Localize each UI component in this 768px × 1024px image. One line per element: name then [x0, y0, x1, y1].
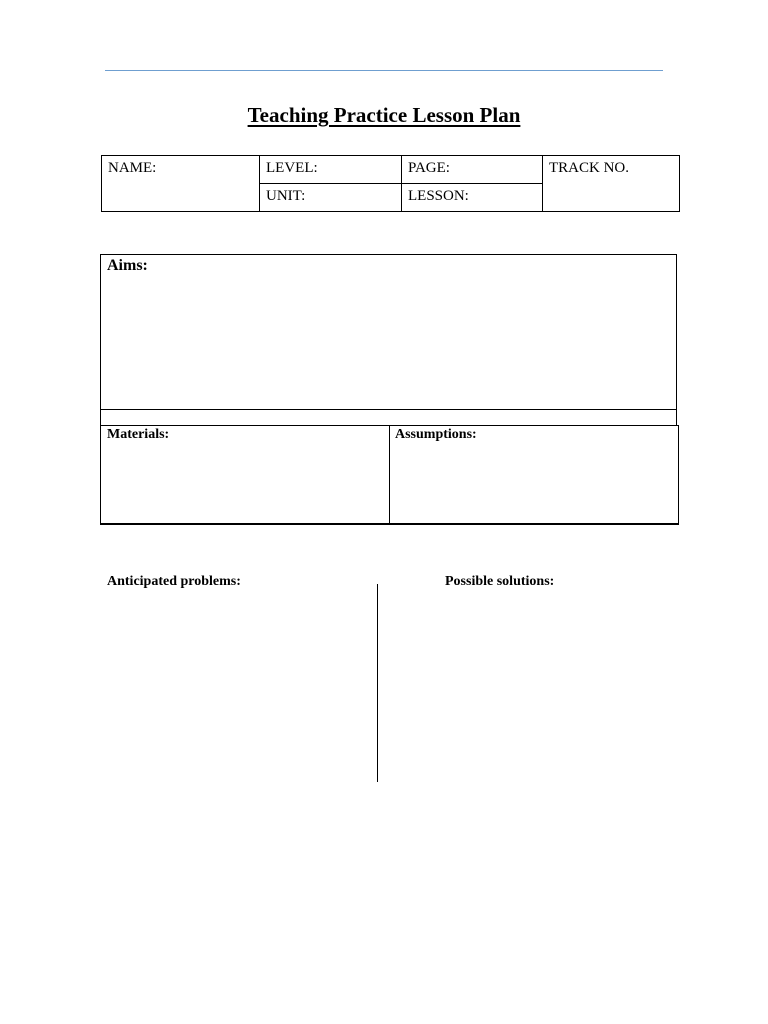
name-field[interactable]	[102, 156, 260, 212]
assumptions-section[interactable]	[389, 425, 679, 525]
unit-field[interactable]	[260, 184, 402, 212]
level-label: LEVEL:	[266, 160, 318, 176]
level-field[interactable]	[260, 156, 402, 184]
anticipated-problems-label: Anticipated problems:	[107, 574, 241, 589]
track-label: TRACK NO.	[549, 160, 630, 176]
page-label: PAGE:	[408, 160, 450, 176]
header-rule	[105, 70, 663, 71]
materials-section[interactable]	[100, 425, 390, 525]
name-label: NAME:	[108, 160, 157, 176]
aims-separator-row	[100, 409, 677, 426]
assumptions-label: Assumptions:	[395, 427, 477, 442]
page-field[interactable]	[402, 156, 543, 184]
info-table	[101, 155, 680, 212]
aims-section[interactable]	[100, 254, 677, 409]
page-title: Teaching Practice Lesson Plan	[247, 103, 521, 127]
track-field[interactable]	[543, 156, 680, 212]
possible-solutions-label: Possible solutions:	[445, 574, 555, 589]
lesson-field[interactable]	[402, 184, 543, 212]
info-row-1	[102, 156, 680, 184]
unit-label: UNIT:	[266, 188, 306, 204]
aims-label: Aims:	[107, 257, 148, 274]
lesson-label: LESSON:	[408, 188, 469, 204]
materials-label: Materials:	[107, 427, 170, 442]
column-divider	[377, 584, 378, 782]
